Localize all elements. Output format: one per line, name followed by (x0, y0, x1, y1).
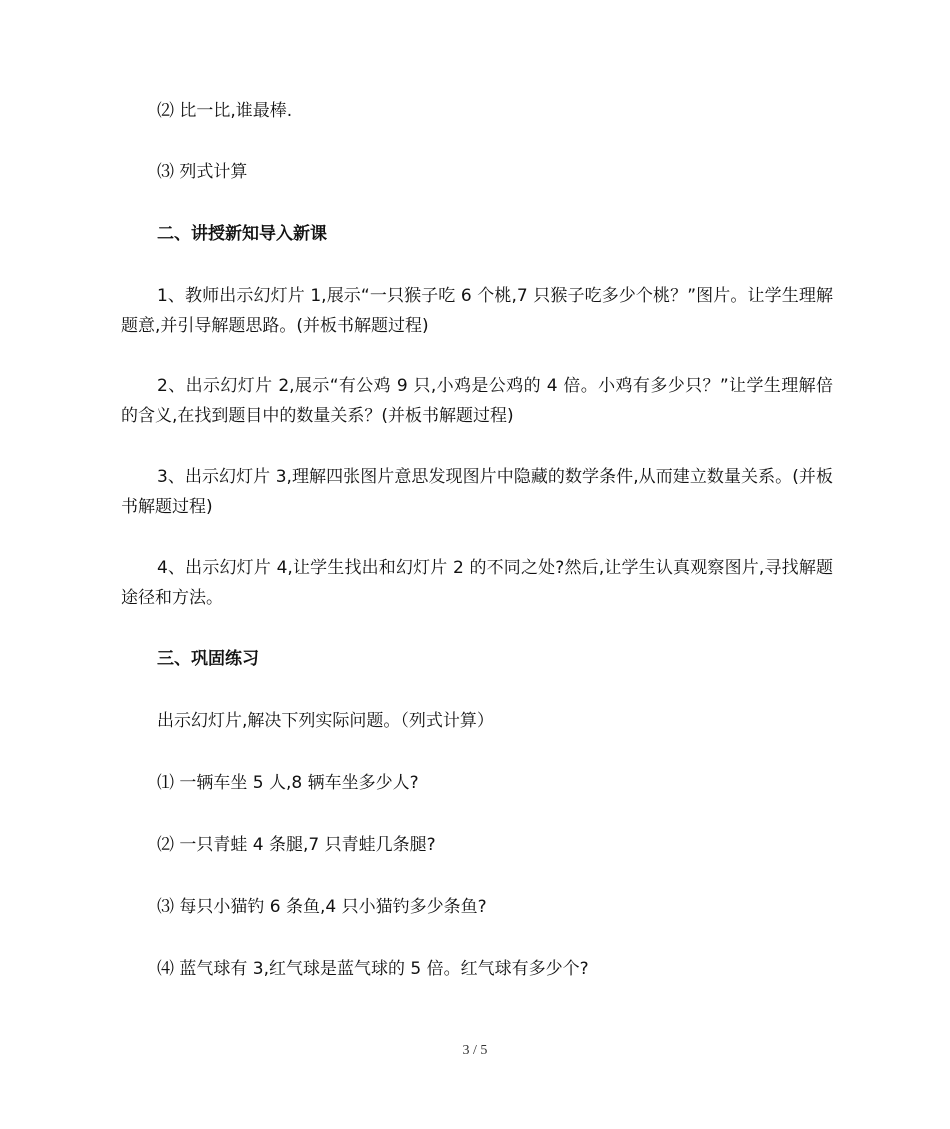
list-item: ⑶ 每只小猫钓 6 条鱼,4 只小猫钓多少条鱼? (157, 897, 487, 917)
list-item: ⑵ 一只青蛙 4 条腿,7 只青蛙几条腿? (157, 835, 436, 855)
list-item: ⑴ 一辆车坐 5 人,8 辆车坐多少人? (157, 773, 419, 793)
page-number: 3 / 5 (462, 1043, 488, 1058)
paragraph: 3、出示幻灯片 3,理解四张图片意思发现图片中隐藏的数学条件,从而建立数量关系。(并板书解题过程) (121, 467, 833, 517)
paragraph: 2、出示幻灯片 2,展示“有公鸡 9 只,小鸡是公鸡的 4 倍。小鸡有多少只？”让学生理解倍的含义,在找到题目中的数量关系？(并板书解题过程) (121, 376, 833, 426)
list-item: ⑵ 比一比,谁最棒. (157, 101, 293, 121)
paragraph: 1、教师出示幻灯片 1,展示“一只猴子吃 6 个桃,7 只猴子吃多少个桃？”图片。让学生理解题意,并引导解题思路。(并板书解题过程) (121, 286, 833, 336)
section-heading: 二、讲授新知导入新课 (157, 224, 327, 244)
paragraph: 出示幻灯片,解决下列实际问题。（列式计算） (157, 711, 494, 731)
paragraph: 4、出示幻灯片 4,让学生找出和幻灯片 2 的不同之处?然后,让学生认真观察图片,寻找解题途径和方法。 (121, 558, 833, 608)
list-item: ⑶ 列式计算 (157, 162, 248, 182)
list-item: ⑷ 蓝气球有 3,红气球是蓝气球的 5 倍。红气球有多少个? (157, 959, 589, 979)
section-heading: 三、巩固练习 (157, 649, 259, 669)
